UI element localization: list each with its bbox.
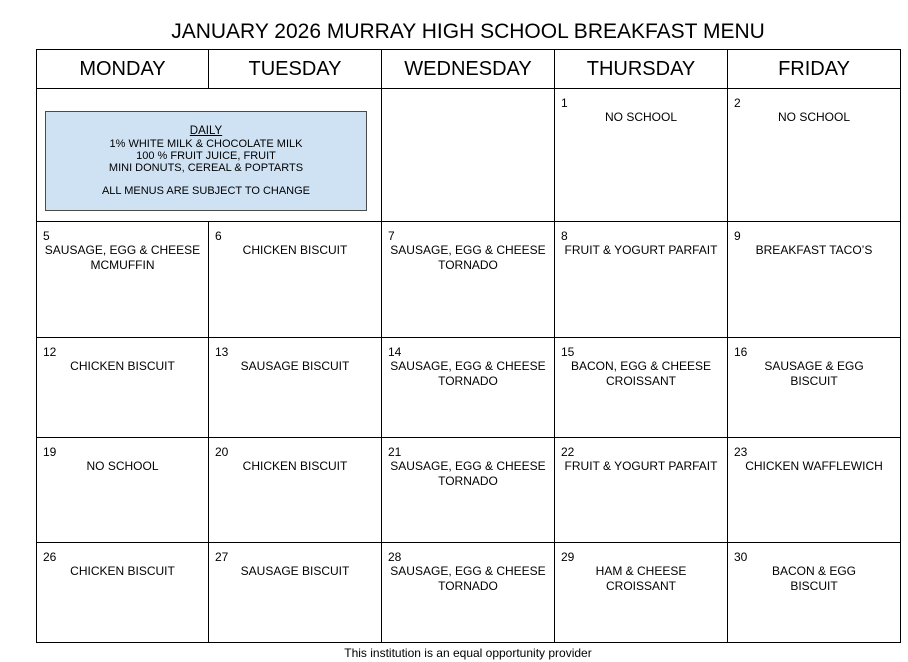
day-cell <box>555 543 728 643</box>
day-cell <box>37 338 209 438</box>
day-cell <box>382 338 555 438</box>
empty-day-cell <box>382 89 555 222</box>
day-number: 19 <box>43 445 57 459</box>
week-row <box>37 338 901 438</box>
daily-cell <box>37 89 382 222</box>
day-cell <box>555 222 728 338</box>
page-title: JANUARY 2026 MURRAY HIGH SCHOOL BREAKFAST MENU <box>171 20 765 43</box>
day-number: 28 <box>388 550 402 564</box>
day-number: 27 <box>215 550 229 564</box>
meal-text: SAUSAGE, EGG & CHEESE TORNADO <box>390 243 546 272</box>
daily-line: MINI DONUTS, CEREAL & POPTARTS <box>108 162 304 174</box>
daily-title: DAILY <box>189 125 223 137</box>
header-thursday: THURSDAY <box>555 50 728 89</box>
day-cell <box>382 222 555 338</box>
day-cell <box>37 438 209 543</box>
day-cell <box>728 338 901 438</box>
meal-text: CHICKEN BISCUIT <box>70 564 175 578</box>
meal-text: CHICKEN BISCUIT <box>70 359 175 373</box>
meal-text: BACON & EGG BISCUIT <box>771 564 857 593</box>
day-number: 1 <box>561 96 568 110</box>
day-cell <box>382 438 555 543</box>
day-cell <box>555 338 728 438</box>
meal-text: CHICKEN WAFFLEWICH <box>745 459 883 473</box>
meal-text: FRUIT & YOGURT PARFAIT <box>564 243 718 257</box>
meal-text: NO SCHOOL <box>604 110 677 124</box>
meal-text: SAUSAGE & EGG BISCUIT <box>764 359 864 388</box>
header-wednesday: WEDNESDAY <box>382 50 555 89</box>
meal-text: SAUSAGE BISCUIT <box>240 564 350 578</box>
meal-text: SAUSAGE, EGG & CHEESE TORNADO <box>390 359 546 388</box>
footer-note: This institution is an equal opportunity provider <box>344 646 592 660</box>
daily-line: 1% WHITE MILK & CHOCOLATE MILK <box>109 138 303 150</box>
day-cell <box>37 222 209 338</box>
day-number: 9 <box>734 229 741 243</box>
day-cell <box>209 222 382 338</box>
header-monday: MONDAY <box>37 50 209 89</box>
day-number: 6 <box>215 229 222 243</box>
meal-text: SAUSAGE, EGG & CHEESE TORNADO <box>390 564 546 593</box>
day-cell <box>382 543 555 643</box>
meal-text: FRUIT & YOGURT PARFAIT <box>564 459 718 473</box>
day-number: 21 <box>388 445 402 459</box>
day-cell <box>728 222 901 338</box>
day-number: 7 <box>388 229 395 243</box>
day-number: 26 <box>43 550 57 564</box>
menu-calendar <box>36 49 901 643</box>
header-tuesday: TUESDAY <box>209 50 382 89</box>
day-cell <box>209 338 382 438</box>
meal-text: HAM & CHEESE CROISSANT <box>595 564 687 593</box>
day-number: 23 <box>734 445 748 459</box>
day-cell <box>209 543 382 643</box>
day-cell <box>728 89 901 222</box>
day-number: 30 <box>734 550 748 564</box>
meal-text: SAUSAGE BISCUIT <box>240 359 350 373</box>
meal-text: CHICKEN BISCUIT <box>242 459 348 473</box>
meal-text: NO SCHOOL <box>86 459 159 473</box>
day-cell <box>728 543 901 643</box>
daily-info-box <box>45 111 367 211</box>
meal-text: CHICKEN BISCUIT <box>242 243 348 257</box>
day-number: 15 <box>561 345 575 359</box>
meal-text: SAUSAGE, EGG & CHEESE MCMUFFIN <box>44 243 201 272</box>
header-friday: FRIDAY <box>728 50 901 89</box>
day-number: 8 <box>561 229 568 243</box>
day-cell <box>555 89 728 222</box>
day-number: 12 <box>43 345 57 359</box>
meal-text: NO SCHOOL <box>777 110 850 124</box>
week-row <box>37 438 901 543</box>
meal-text: SAUSAGE, EGG & CHEESE TORNADO <box>390 459 546 488</box>
day-number: 14 <box>388 345 402 359</box>
meal-text: BACON, EGG & CHEESE CROISSANT <box>570 359 712 388</box>
day-cell <box>209 438 382 543</box>
day-number: 16 <box>734 345 748 359</box>
week-row <box>37 543 901 643</box>
day-number: 5 <box>43 229 50 243</box>
daily-note: ALL MENUS ARE SUBJECT TO CHANGE <box>101 185 311 197</box>
day-number: 13 <box>215 345 229 359</box>
day-cell <box>37 543 209 643</box>
meal-text: BREAKFAST TACO’S <box>755 243 873 257</box>
day-number: 22 <box>561 445 575 459</box>
week-row <box>37 222 901 338</box>
day-number: 2 <box>734 96 741 110</box>
day-number: 20 <box>215 445 229 459</box>
week-row <box>37 89 901 222</box>
day-cell <box>555 438 728 543</box>
day-number: 29 <box>561 550 575 564</box>
daily-line: 100 % FRUIT JUICE, FRUIT <box>136 150 276 162</box>
weekday-header-row <box>37 50 901 89</box>
day-cell <box>728 438 901 543</box>
